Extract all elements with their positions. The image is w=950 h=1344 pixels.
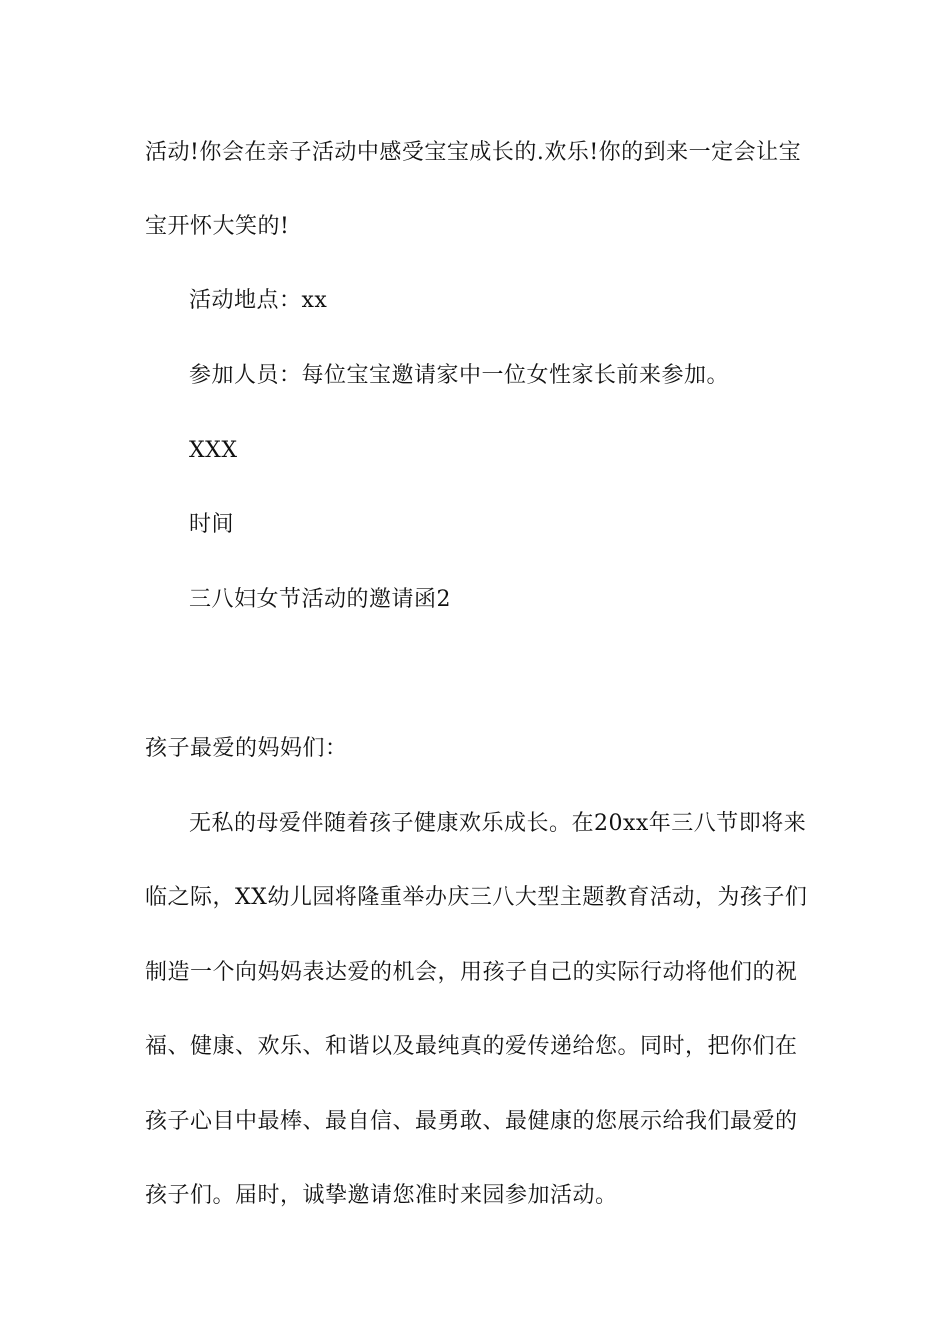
body-line-6: 孩子们。届时，诚挚邀请您准时来园参加活动。 bbox=[145, 1183, 618, 1208]
paragraph-line-2: 宝开怀大笑的! bbox=[145, 214, 290, 239]
paragraph-line-1: 活动!你会在亲子活动中感受宝宝成长的.欢乐!你的到来一定会让宝 bbox=[145, 140, 802, 165]
body-line-3: 制造一个向妈妈表达爱的机会，用孩子自己的实际行动将他们的祝 bbox=[145, 960, 798, 985]
participants: 参加人员：每位宝宝邀请家中一位女性家长前来参加。 bbox=[189, 363, 730, 388]
salutation: 孩子最爱的妈妈们： bbox=[145, 736, 348, 761]
body-line-2: 临之际，XX幼儿园将隆重举办庆三八大型主题教育活动，为孩子们 bbox=[145, 885, 808, 910]
body-line-5: 孩子心目中最棒、最自信、最勇敢、最健康的您展示给我们最爱的 bbox=[145, 1109, 798, 1134]
signature-date: 时间 bbox=[189, 512, 235, 537]
signature-name: XXX bbox=[189, 438, 238, 463]
event-location: 活动地点：xx bbox=[189, 288, 328, 313]
section-title: 三八妇女节活动的邀请函2 bbox=[189, 587, 451, 612]
body-line-4: 福、健康、欢乐、和谐以及最纯真的爱传递给您。同时，把你们在 bbox=[145, 1034, 798, 1059]
body-line-1: 无私的母爱伴随着孩子健康欢乐成长。在20xx年三八节即将来 bbox=[189, 811, 807, 836]
